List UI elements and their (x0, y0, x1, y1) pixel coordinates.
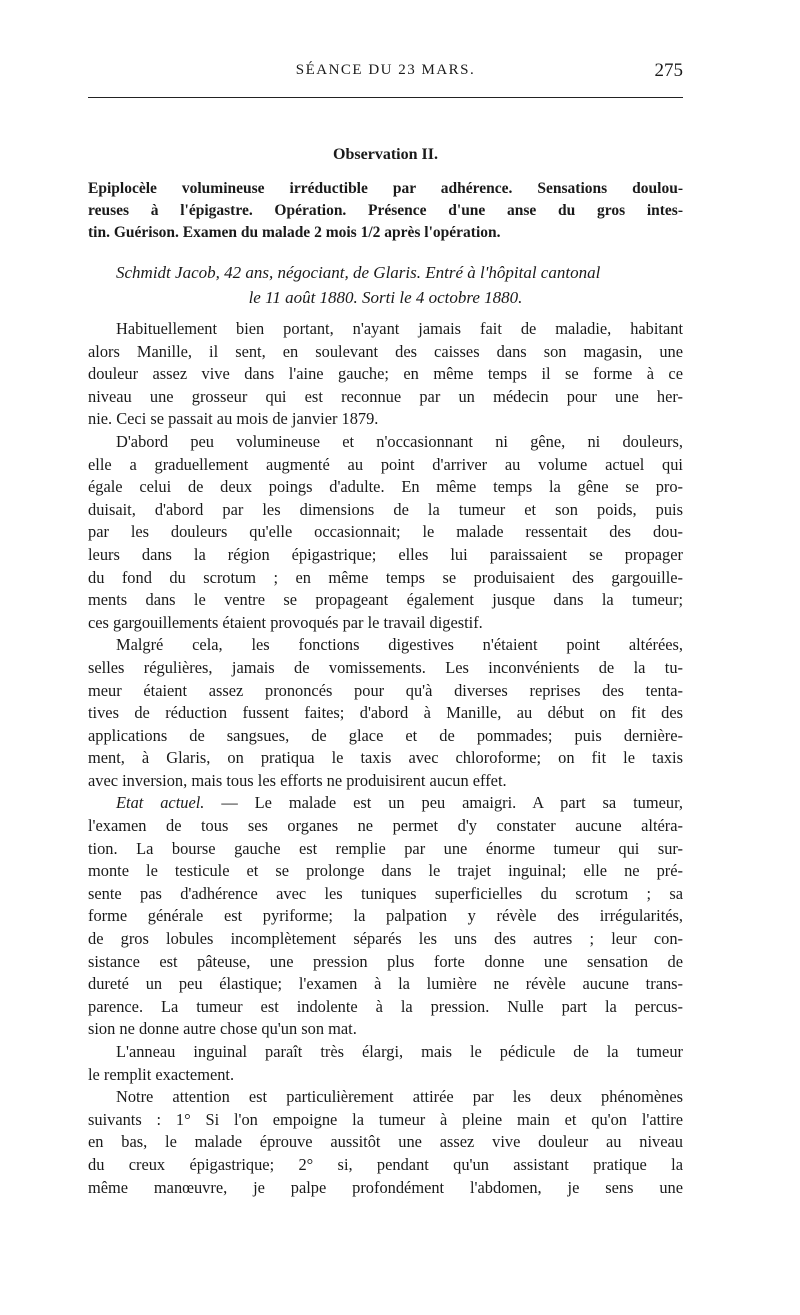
text-line: en bas, le malade éprouve aussitôt une assez vive douleur au niveau (88, 1132, 683, 1152)
text-fragment: — Le malade est un peu amaigri. A part sa tumeur, (204, 793, 683, 813)
patient-line: Schmidt Jacob, 42 ans, négociant, de Glaris. Entré à l'hôpital cantonal (116, 263, 601, 282)
text-line: par les douleurs qu'elle occasionnait; le malade ressentait des dou- (88, 522, 683, 542)
text-line: même manœuvre, je palpe profondément l'abdomen, je sens une (88, 1177, 683, 1197)
text-line: l'examen de tous ses organes ne permet d'y constater aucune altéra- (88, 816, 683, 836)
text-line: elle a graduellement augmenté au point d'arriver au volume actuel qui (88, 454, 683, 474)
text-line: selles régulières, jamais de vomissements. Les inconvénients de la tu- (88, 657, 683, 677)
observation-title: Observation II. (333, 146, 438, 163)
text-line: douleur assez vive dans l'aine gauche; en même temps il se forme à ce (88, 364, 683, 384)
text-line: Notre attention est particulièrement attirée par les deux phénomènes (116, 1087, 683, 1107)
running-head (88, 62, 683, 86)
text-line: égale celui de deux poings d'adulte. En même temps la gêne se pro- (88, 477, 683, 497)
text-line: tion. La bourse gauche est remplie par une énorme tumeur qui sur- (88, 838, 683, 858)
text-line: parence. La tumeur est indolente à la pression. Nulle part la percus- (88, 996, 683, 1016)
patient-info (88, 260, 683, 310)
text-line: Malgré cela, les fonctions digestives n'étaient point altérées, (116, 635, 683, 655)
text-line: avec inversion, mais tous les efforts ne produisirent aucun effet. (88, 770, 507, 790)
text-line (88, 792, 683, 815)
text-line: sion ne donne autre chose qu'un son mat. (88, 1019, 357, 1039)
text-line: L'anneau inguinal paraît très élargi, mais le pédicule de la tumeur (116, 1042, 683, 1061)
header-rule (88, 97, 683, 98)
text-line: de gros lobules incomplètement séparés les uns des autres ; leur con- (88, 929, 683, 949)
body-text (88, 318, 683, 1199)
section-lead: Etat actuel. (116, 793, 205, 813)
text-line: niveau une grosseur qui est reconnue par un médecin pour une her- (88, 386, 683, 406)
text-line: ments dans le ventre se propageant également jusque dans la tumeur; (88, 590, 683, 610)
text-line: alors Manille, il sent, en soulevant des caisses dans son magasin, une (88, 341, 683, 361)
text-line: dureté un peu élastique; l'examen à la lumière ne révèle aucune trans- (88, 974, 683, 994)
text-line: le remplit exactement. (88, 1064, 235, 1084)
summary-line: Epiplocèle volumineuse irréductible par adhérence. Sensations doulou- (88, 180, 683, 197)
text-line: forme générale est pyriforme; la palpation y révèle des irrégularités, (88, 906, 683, 926)
text-line: duisait, d'abord par les dimensions de la tumeur et son poids, puis (88, 499, 683, 519)
text-line: meur étaient assez prononcés pour qu'à diverses reprises des tenta- (88, 680, 683, 700)
running-title: SÉANCE DU 23 MARS. (295, 62, 476, 78)
text-line: du fond du scrotum ; en même temps se produisaient des gargouille- (88, 567, 683, 587)
text-line: D'abord peu volumineuse et n'occasionnant ni gêne, ni douleurs, (116, 431, 683, 451)
text-line: sente pas d'adhérence avec les tuniques superficielles du scrotum ; sa (88, 883, 683, 903)
text-line: suivants : 1° Si l'on empoigne la tumeur à pleine main et qu'on l'attire (88, 1109, 683, 1129)
text-line: ces gargouillements étaient provoqués par le travail digestif. (88, 612, 483, 632)
summary-line: reuses à l'épigastre. Opération. Présence d'une anse du gros intes- (88, 202, 683, 219)
text-line: applications de sangsues, de glace et de pommades; puis dernière- (88, 725, 683, 745)
text-line: nie. Ceci se passait au mois de janvier 1879. (88, 409, 379, 429)
text-line: Habituellement bien portant, n'ayant jamais fait de maladie, habitant (116, 319, 683, 338)
text-line: tives de réduction fussent faites; d'abord à Manille, au début on fit des (88, 703, 683, 723)
text-line: ment, à Glaris, on pratiqua le taxis avec chloroforme; on fit le taxis (88, 748, 683, 768)
text-line: leurs dans la région épigastrique; elles lui paraissaient se propager (88, 544, 683, 564)
page-number: 275 (654, 60, 683, 81)
summary-line: tin. Guérison. Examen du malade 2 mois 1/2 après l'opération. (88, 224, 501, 241)
patient-line: le 11 août 1880. Sorti le 4 octobre 1880. (248, 288, 523, 307)
text-line: sistance est pâteuse, une pression plus forte donne une sensation de (88, 951, 683, 971)
observation-summary (88, 178, 683, 244)
text-line: du creux épigastrique; 2° si, pendant qu'un assistant pratique la (88, 1154, 683, 1174)
text-line: monte le testicule et se prolonge dans le trajet inguinal; elle ne pré- (88, 861, 683, 881)
